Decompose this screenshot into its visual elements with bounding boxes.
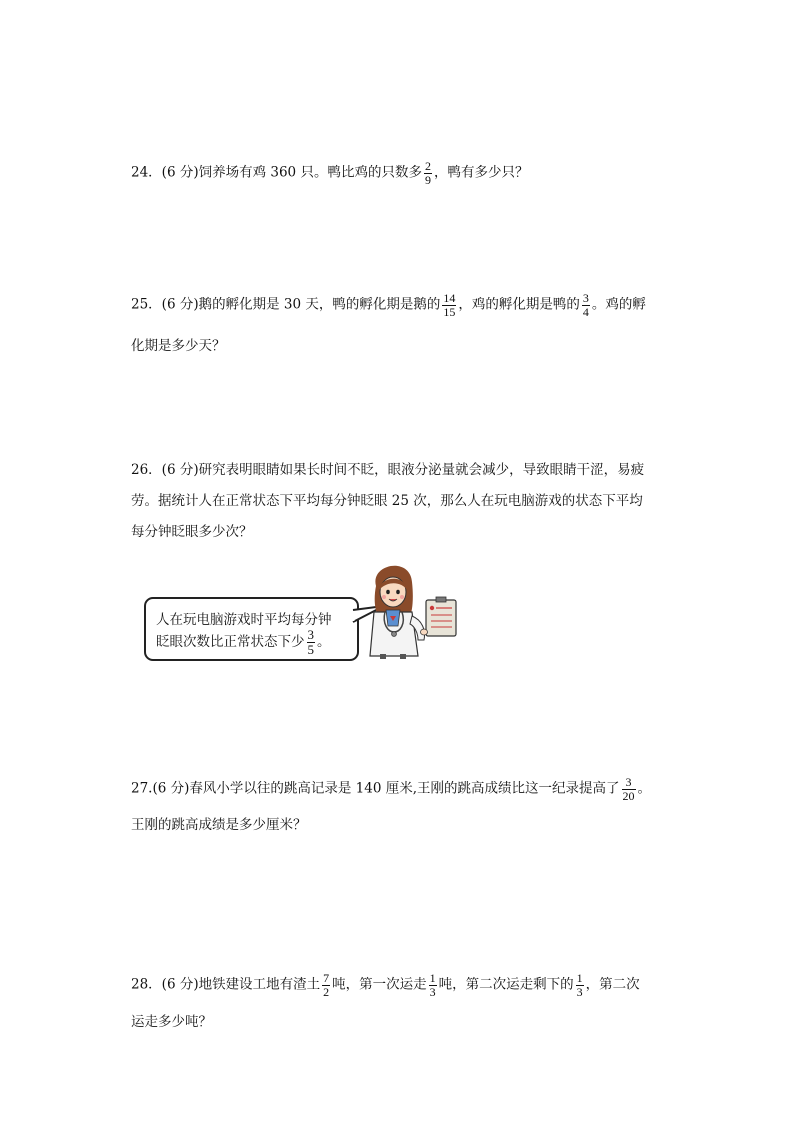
fraction: $\frac{3}{5}$: [307, 627, 314, 657]
fraction: $\frac{3}{20}$: [622, 775, 635, 803]
fraction: $\frac{2}{9}$: [424, 159, 431, 187]
fraction: $\frac{14}{15}$: [443, 291, 456, 319]
question-25-line-2: 化期是多少天？: [131, 338, 226, 354]
question-24-line-1: 24．(6 分)饲养场有鸡 360 只。鸭比鸡的只数多 $\frac{2}{9}$ ，鸭有多少只？: [131, 159, 529, 187]
fraction: $\frac{3}{4}$: [582, 291, 589, 319]
fraction: $\frac{1}{3}$: [429, 971, 436, 999]
question-28-line-1: 28．(6 分)地铁建设工地有渣土 $\frac{7}{2}$ 吨，第一次运走 $\frac{1}{3}$ 吨，第二次运走剩下的 $\frac{1}{3}$ ，第二次: [131, 971, 640, 999]
question-27-line-1: 27.(6 分)春风小学以往的跳高记录是 140 厘米,王刚的跳高成绩比这一纪录提高了 $\frac{3}{20}$ 。: [131, 775, 652, 803]
question-28-line-2: 运走多少吨？: [131, 1014, 212, 1030]
question-26-line-2: 劳。据统计人在正常状态下平均每分钟眨眼 25 次，那么人在玩电脑游戏的状态下平均: [131, 493, 643, 509]
question-26-line-3: 每分钟眨眼多少次？: [131, 524, 253, 540]
speech-bubble-line-1: 人在玩电脑游戏时平均每分钟: [156, 612, 332, 628]
speech-bubble-line-2: 眨眼次数比正常状态下少 $\frac{3}{5}$ 。: [156, 627, 331, 657]
question-25-line-1: 25．(6 分)鹅的孵化期是 30 天，鸭的孵化期是鹅的 $\frac{14}{15}$ ，鸡的孵化期是鸭的 $\frac{3}{4}$ 。鸡的孵: [131, 291, 646, 319]
speech-bubble: [144, 597, 359, 661]
fraction: $\frac{1}{3}$: [576, 971, 583, 999]
fraction: $\frac{7}{2}$: [323, 971, 330, 999]
question-27-line-2: 王刚的跳高成绩是多少厘米？: [131, 817, 307, 833]
question-26-line-1: 26．(6 分)研究表明眼睛如果长时间不眨，眼液分泌量就会减少，导致眼睛干涩，易疲: [131, 462, 645, 478]
doctor-illustration: [352, 560, 464, 660]
